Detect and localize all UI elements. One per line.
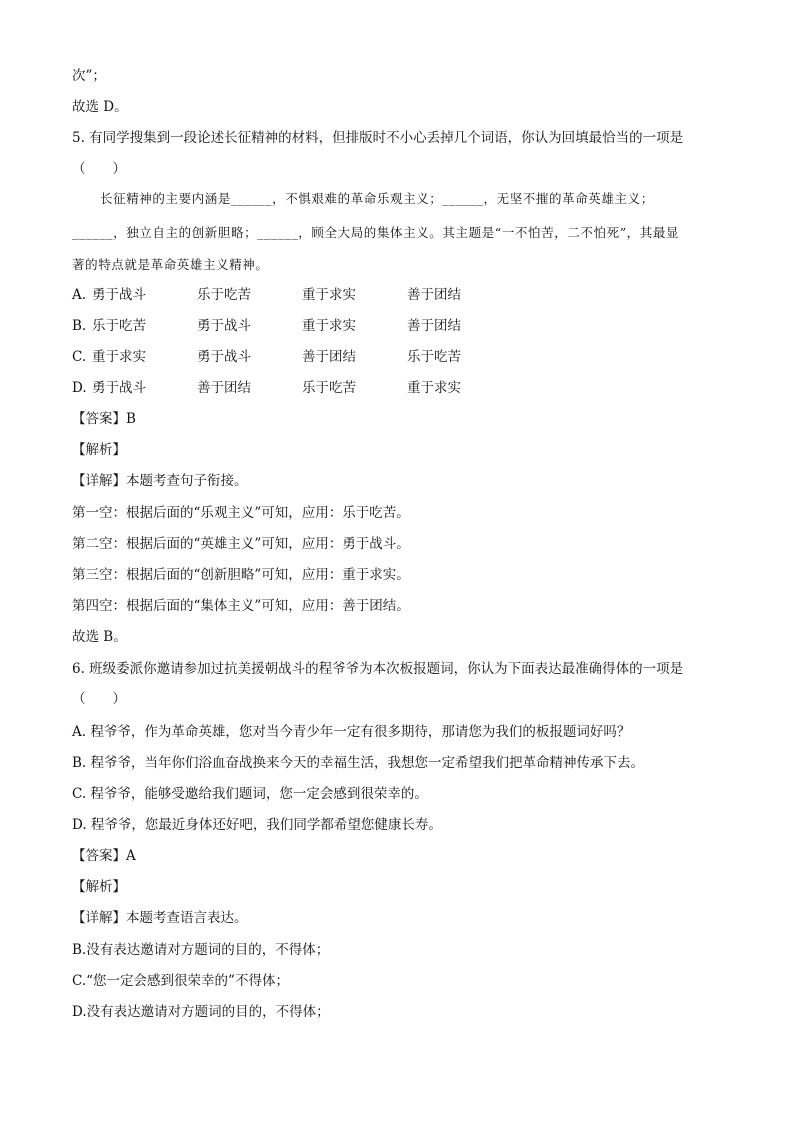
detail-line: 第二空：根据后面的“英雄主义”可知，应用：勇于战斗。: [72, 536, 410, 552]
option-a: [72, 285, 472, 305]
question-5-bracket: （ ）: [72, 161, 126, 177]
detail-line: 【详解】本题考查语言表达。: [72, 910, 248, 926]
text-line: 次”；: [72, 68, 106, 84]
option-word: 善于团结: [407, 287, 461, 303]
detail-line: 第一空：根据后面的“乐观主义”可知，应用：乐于吃苦。: [72, 505, 410, 521]
detail-line: C.“您一定会感到很荣幸的”不得体；: [72, 973, 289, 989]
option-word: 勇于战斗: [92, 287, 146, 303]
option-word: 勇于战斗: [197, 349, 251, 365]
option-letter: A.: [72, 287, 87, 303]
option-word: 乐于吃苦: [92, 318, 146, 334]
option-word: 重于求实: [302, 318, 356, 334]
question-5-passage: ______，独立自主的创新胆略；______，顾全大局的集体主义。其主题是“一不怕苦，二不怕死”，其最显: [72, 225, 680, 240]
option-word: 善于团结: [302, 349, 356, 365]
option-word: 善于团结: [407, 318, 461, 334]
option-c: C. 程爷爷，能够受邀给我们题词，您一定会感到很荣幸的。: [72, 786, 428, 802]
answer-label: 【答案】A: [72, 848, 136, 864]
question-5-passage: 长征精神的主要内涵是______，不惧艰难的革命乐观主义；______，无坚不摧的革命英雄主义；: [100, 191, 654, 206]
analysis-label: 【解析】: [72, 879, 126, 895]
option-word: 善于团结: [197, 380, 251, 396]
option-letter: B.: [72, 318, 87, 334]
question-6-bracket: （ ）: [72, 691, 126, 707]
question-5-stem: 5. 有同学搜集到一段论述长征精神的材料，但排版时不小心丢掉几个词语，你认为回填最恰当的一项是: [72, 130, 684, 146]
option-letter: C.: [72, 349, 87, 365]
option-word: 勇于战斗: [197, 318, 251, 334]
analysis-label: 【解析】: [72, 442, 126, 458]
answer-label: 【答案】B: [72, 411, 136, 427]
option-word: 乐于吃苦: [302, 380, 356, 396]
option-b: B. 程爷爷，当年你们浴血奋战换来今天的幸福生活，我想您一定希望我们把革命精神传承下去。: [72, 755, 645, 771]
option-word: 勇于战斗: [92, 380, 146, 396]
option-c: [72, 347, 472, 367]
option-a: A. 程爷爷，作为革命英雄，您对当今青少年一定有很多期待，那请您为我们的板报题词好吗？: [72, 724, 631, 740]
detail-line: D.没有表达邀请对方题词的目的，不得体；: [72, 1004, 330, 1020]
text-line: 故选 D。: [72, 99, 128, 115]
detail-line: 第四空：根据后面的“集体主义”可知，应用：善于团结。: [72, 598, 410, 614]
option-b: [72, 316, 472, 336]
text-line: 故选 B。: [72, 629, 127, 645]
option-letter: D.: [72, 380, 87, 396]
option-word: 乐于吃苦: [407, 349, 461, 365]
option-word: 重于求实: [302, 287, 356, 303]
question-6-stem: 6. 班级委派你邀请参加过抗美援朝战斗的程爷爷为本次板报题词，你认为下面表达最准确得体的一项是: [72, 661, 684, 677]
detail-line: 第三空：根据后面的“创新胆略”可知，应用：重于求实。: [72, 567, 410, 583]
question-5-passage: 著的特点就是革命英雄主义精神。: [72, 257, 269, 272]
option-word: 重于求实: [407, 380, 461, 396]
option-d: D. 程爷爷，您最近身体还好吧，我们同学都希望您健康长寿。: [72, 817, 442, 833]
option-d: [72, 378, 472, 398]
option-word: 乐于吃苦: [197, 287, 251, 303]
option-word: 重于求实: [92, 349, 146, 365]
detail-line: 【详解】本题考查句子衔接。: [72, 473, 248, 489]
detail-line: B.没有表达邀请对方题词的目的，不得体；: [72, 942, 330, 958]
